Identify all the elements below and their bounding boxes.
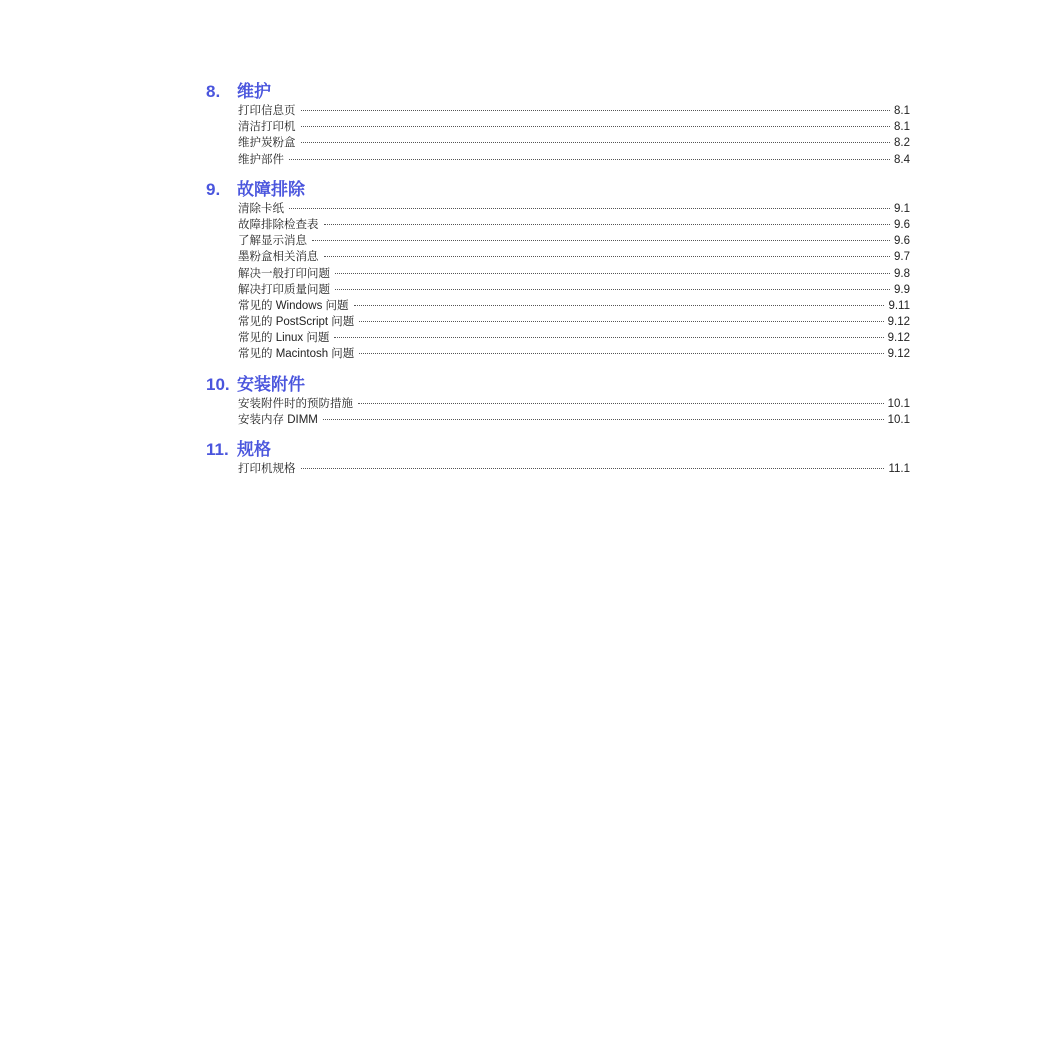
dot-leader (324, 224, 891, 225)
entry-page-number: 9.7 (894, 251, 910, 264)
entry-label: 维护炭粉盒 (238, 137, 296, 150)
toc-entry[interactable] (206, 217, 910, 233)
chapter-11 (206, 438, 910, 477)
toc-entry[interactable] (206, 412, 910, 428)
entry-list (206, 201, 910, 363)
entry-label: 常见的 Linux 问题 (238, 332, 330, 345)
dot-leader (301, 468, 885, 469)
entry-page-number: 9.11 (888, 299, 910, 312)
dot-leader (335, 273, 890, 274)
entry-label: 墨粉盒相关消息 (238, 251, 319, 264)
chapter-number: 10. (206, 374, 230, 394)
toc-entry[interactable] (206, 298, 910, 314)
entry-page-number: 10.1 (887, 413, 910, 426)
dot-leader (301, 110, 891, 111)
entry-label: 解决打印质量问题 (238, 283, 330, 296)
chapter-title: 规格 (237, 440, 271, 459)
entry-page-number: 8.1 (894, 105, 910, 117)
entry-label: 安装附件时的预防措施 (238, 397, 353, 410)
toc-entry[interactable] (206, 201, 910, 217)
chapter-heading[interactable] (206, 80, 910, 103)
toc-entry[interactable] (206, 314, 910, 330)
table-of-contents (206, 80, 910, 487)
dot-leader (358, 403, 884, 404)
dot-leader (359, 353, 883, 354)
chapter-heading[interactable] (206, 373, 910, 396)
entry-label: 打印机规格 (238, 463, 296, 475)
entry-label: 常见的 PostScript 问题 (238, 316, 355, 329)
entry-list (206, 461, 910, 477)
chapter-number: 8. (206, 82, 221, 101)
toc-entry[interactable] (206, 461, 910, 477)
toc-entry[interactable] (206, 346, 910, 362)
entry-page-number: 9.8 (894, 267, 910, 280)
dot-leader (335, 289, 890, 290)
toc-entry[interactable] (206, 119, 910, 135)
entry-page-number: 9.1 (894, 202, 910, 215)
dot-leader (312, 240, 890, 241)
chapter-title: 安装附件 (237, 374, 305, 394)
dot-leader (301, 126, 891, 127)
entry-label: 维护部件 (238, 153, 284, 166)
entry-label: 常见的 Windows 问题 (238, 299, 349, 312)
entry-list (206, 103, 910, 168)
chapter-number: 11. (206, 440, 229, 459)
entry-label: 了解显示消息 (238, 235, 307, 248)
entry-label: 打印信息页 (238, 105, 296, 117)
chapter-8 (206, 80, 910, 168)
entry-label: 清洁打印机 (238, 121, 296, 134)
dot-leader (289, 159, 890, 160)
entry-label: 常见的 Macintosh 问题 (238, 348, 355, 361)
toc-entry[interactable] (206, 152, 910, 168)
chapter-9 (206, 178, 910, 363)
entry-page-number: 8.2 (894, 137, 910, 150)
entry-page-number: 9.9 (894, 283, 910, 296)
entry-page-number: 9.12 (887, 316, 910, 329)
entry-page-number: 9.12 (887, 348, 910, 361)
entry-label: 故障排除检查表 (238, 218, 319, 231)
entry-page-number: 9.6 (894, 218, 910, 231)
entry-label: 安装内存 DIMM (238, 413, 318, 426)
entry-page-number: 9.12 (887, 332, 910, 345)
entry-label: 解决一般打印问题 (238, 267, 330, 280)
dot-leader (359, 321, 883, 322)
dot-leader (324, 256, 891, 257)
dot-leader (334, 337, 883, 338)
dot-leader (289, 208, 890, 209)
chapter-title: 故障排除 (237, 179, 305, 199)
chapter-heading[interactable] (206, 178, 910, 201)
chapter-10 (206, 373, 910, 428)
toc-entry[interactable] (206, 266, 910, 282)
toc-entry[interactable] (206, 103, 910, 119)
entry-page-number: 9.6 (894, 235, 910, 248)
entry-page-number: 11.1 (888, 463, 910, 475)
toc-entry[interactable] (206, 233, 910, 249)
chapter-heading[interactable] (206, 438, 910, 461)
toc-entry[interactable] (206, 330, 910, 346)
entry-page-number: 8.1 (894, 121, 910, 134)
entry-page-number: 10.1 (887, 397, 910, 410)
entry-page-number: 8.4 (894, 153, 910, 166)
dot-leader (301, 142, 891, 143)
entry-label: 清除卡纸 (238, 202, 284, 215)
toc-entry[interactable] (206, 249, 910, 265)
chapter-number: 9. (206, 179, 221, 199)
dot-leader (354, 305, 885, 306)
dot-leader (323, 419, 884, 420)
entry-list (206, 396, 910, 428)
toc-entry[interactable] (206, 282, 910, 298)
chapter-title: 维护 (237, 82, 271, 101)
toc-entry[interactable] (206, 135, 910, 151)
toc-entry[interactable] (206, 396, 910, 412)
